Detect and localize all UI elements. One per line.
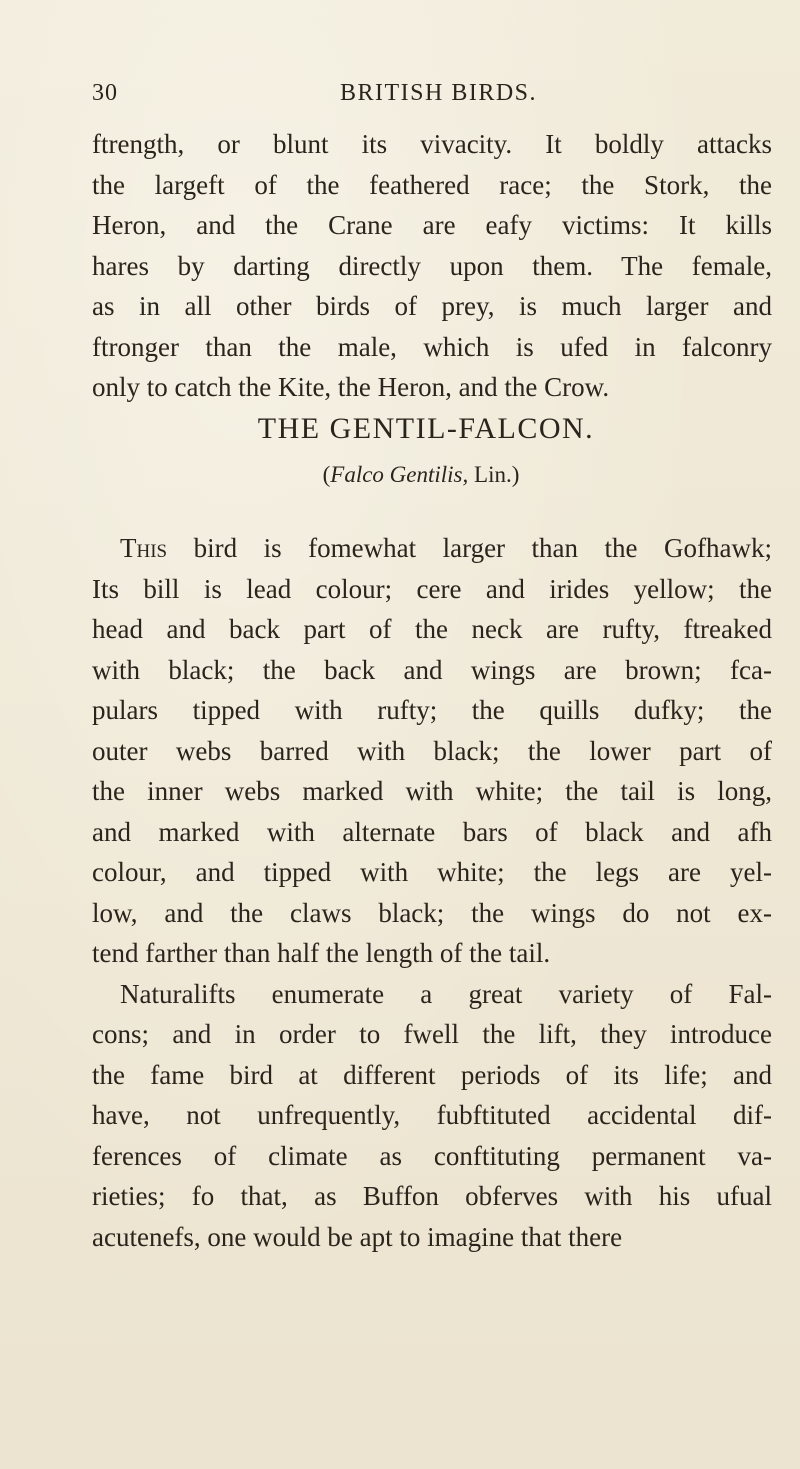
paragraph-continuation xyxy=(92,124,772,408)
text-line: tend farther than half the length of the tail. xyxy=(92,938,551,968)
first-line-text: bird is fomewhat larger than the Gofhawk; xyxy=(167,533,772,563)
text-line: rieties; fo that, as Buffon obferves with his ufual xyxy=(92,1181,772,1211)
text-line: head and back part of the neck are rufty, ftreaked xyxy=(92,614,772,644)
running-head xyxy=(92,80,772,120)
text-line: ftronger than the male, which is ufed in falconry xyxy=(92,331,772,362)
text-line: only to catch the Kite, the Heron, and the Crow. xyxy=(92,372,610,402)
text-line: hares by darting directly upon them. The female, xyxy=(92,250,772,281)
text-line-first xyxy=(92,974,772,1015)
text-line: the fame bird at different periods of its life; and xyxy=(92,1059,772,1090)
section-title: THE GENTIL-FALCON. xyxy=(257,412,595,445)
text-line: acutenefs, one would be apt to imagine that there xyxy=(92,1221,623,1252)
page-number: 30 xyxy=(92,80,118,106)
first-line-text: Naturalifts enumerate a great variety of Fal- xyxy=(120,978,772,1009)
description-body xyxy=(92,528,772,1257)
text-line: the largeft of the feathered race; the Stork, the xyxy=(92,169,772,200)
text-line: as in all other birds of prey, is much larger and xyxy=(92,291,772,321)
text-line: with black; the back and wings are brown; fca- xyxy=(92,654,772,685)
text-line: Its bill is lead colour; cere and irides yellow; the xyxy=(92,573,772,604)
text-line: Heron, and the Crane are eafy victims: It kills xyxy=(92,210,772,240)
latin-name xyxy=(0,462,800,488)
text-line: and marked with alternate bars of black and afh xyxy=(92,816,772,847)
latin-authority: Lin.) xyxy=(468,462,520,487)
text-line: pulars tipped with rufty; the quills dufky; the xyxy=(92,695,772,725)
text-line: ferences of climate as conftituting permanent va- xyxy=(92,1140,772,1171)
text-line: have, not unfrequently, fubftituted accidental dif- xyxy=(92,1100,772,1130)
text-line: cons; and in order to fwell the lift, they introduce xyxy=(92,1019,772,1049)
text-line-first xyxy=(92,528,772,569)
text-line: outer webs barred with black; the lower part of xyxy=(92,735,772,766)
running-title: BRITISH BIRDS. xyxy=(340,80,538,106)
drop-word: This xyxy=(120,533,168,563)
text-line: low, and the claws black; the wings do not ex- xyxy=(92,897,772,928)
text-line: ftrength, or blunt its vivacity. It boldly attacks xyxy=(92,129,772,159)
latin-binomial: Falco Gentilis, xyxy=(330,462,469,487)
text-line: colour, and tipped with white; the legs are yel- xyxy=(92,857,772,887)
text-line: the inner webs marked with white; the tail is long, xyxy=(92,776,772,806)
latin-open-paren: ( xyxy=(322,462,331,487)
